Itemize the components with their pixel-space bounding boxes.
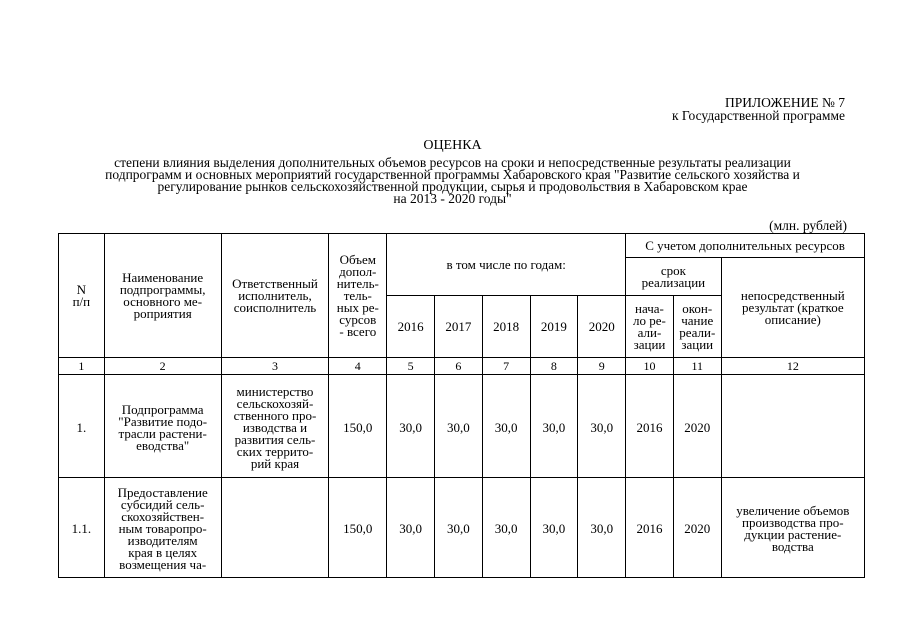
header-result: непосредственный результат (краткое описание) xyxy=(721,258,864,358)
row-name: Подпрограмма "Развитие подо- трасли растени- еводства" xyxy=(104,375,221,478)
header-year-2016: 2016 xyxy=(387,296,435,358)
row-year-value: 30,0 xyxy=(387,375,435,478)
header-with-additional: С учетом дополнительных ресурсов xyxy=(626,234,865,258)
header-n: N п/п xyxy=(59,234,105,358)
col-number: 4 xyxy=(329,358,387,375)
row-year-value: 30,0 xyxy=(482,478,530,578)
row-number: 1.1. xyxy=(59,478,105,578)
header-year-2017: 2017 xyxy=(435,296,483,358)
row-end: 2020 xyxy=(673,478,721,578)
row-executor: министерство сельскохозяй- ственного про- изводства и развития сель- ских террито- рий края xyxy=(221,375,329,478)
appendix-label: ПРИЛОЖЕНИЕ № 7 xyxy=(724,95,845,110)
subtitle-line-1: степени влияния выделения дополнительных объемов ресурсов на сроки и непосредственные результаты реализации xyxy=(114,155,791,170)
col-number: 11 xyxy=(673,358,721,375)
table-row xyxy=(59,375,865,478)
col-number: 3 xyxy=(221,358,329,375)
row-year-value: 30,0 xyxy=(435,478,483,578)
row-year-value: 30,0 xyxy=(387,478,435,578)
col-number: 7 xyxy=(482,358,530,375)
row-total: 150,0 xyxy=(329,478,387,578)
col-number: 1 xyxy=(59,358,105,375)
header-year-2018: 2018 xyxy=(482,296,530,358)
subtitle-line-3: регулирование рынков сельскохозяйственной продукции, сырья и продовольствия в Хабаровском крае xyxy=(157,179,748,194)
header-year-2020: 2020 xyxy=(578,296,626,358)
header-by-years: в том числе по годам: xyxy=(387,234,626,296)
row-year-value: 30,0 xyxy=(482,375,530,478)
table-row xyxy=(59,478,865,578)
column-number-row xyxy=(59,358,865,375)
col-number: 6 xyxy=(435,358,483,375)
row-start: 2016 xyxy=(626,478,674,578)
header-name: Наименование подпрограммы, основного ме- роприятия xyxy=(104,234,221,358)
col-number: 10 xyxy=(626,358,674,375)
appendix-reference: к Государственной программе xyxy=(671,108,845,123)
col-number: 9 xyxy=(578,358,626,375)
header-volume: Объем допол- нитель- тель- ных ре- сурсов - всего xyxy=(329,234,387,358)
row-total: 150,0 xyxy=(329,375,387,478)
subtitle-line-4: на 2013 - 2020 годы" xyxy=(393,191,512,206)
row-result: увеличение объемов производства про- дукции растение- водства xyxy=(721,478,864,578)
subtitle-line-2: подпрограмм и основных мероприятий государственной программы Хабаровского края "Развитие сельского хозяйства и xyxy=(105,167,800,182)
row-year-value: 30,0 xyxy=(578,478,626,578)
header-term: срок реализации xyxy=(626,258,722,296)
row-end: 2020 xyxy=(673,375,721,478)
col-number: 12 xyxy=(721,358,864,375)
row-year-value: 30,0 xyxy=(530,478,578,578)
header-executor: Ответственный исполнитель, соисполнитель xyxy=(221,234,329,358)
header-year-2019: 2019 xyxy=(530,296,578,358)
row-year-value: 30,0 xyxy=(435,375,483,478)
evaluation-table xyxy=(58,233,865,578)
col-number: 2 xyxy=(104,358,221,375)
row-name: Предоставление субсидий сель- скохозяйствен- ным товаропро- изводителям края в целях возмещения ча- xyxy=(104,478,221,578)
col-number: 5 xyxy=(387,358,435,375)
row-result xyxy=(721,375,864,478)
header-end: окон- чание реали- зации xyxy=(673,296,721,358)
row-year-value: 30,0 xyxy=(530,375,578,478)
header-start: нача- ло ре- али- зации xyxy=(626,296,674,358)
row-year-value: 30,0 xyxy=(578,375,626,478)
row-executor xyxy=(221,478,329,578)
row-start: 2016 xyxy=(626,375,674,478)
row-number: 1. xyxy=(59,375,105,478)
col-number: 8 xyxy=(530,358,578,375)
document-title: ОЦЕНКА xyxy=(423,138,482,153)
unit-label: (млн. рублей) xyxy=(769,218,847,233)
